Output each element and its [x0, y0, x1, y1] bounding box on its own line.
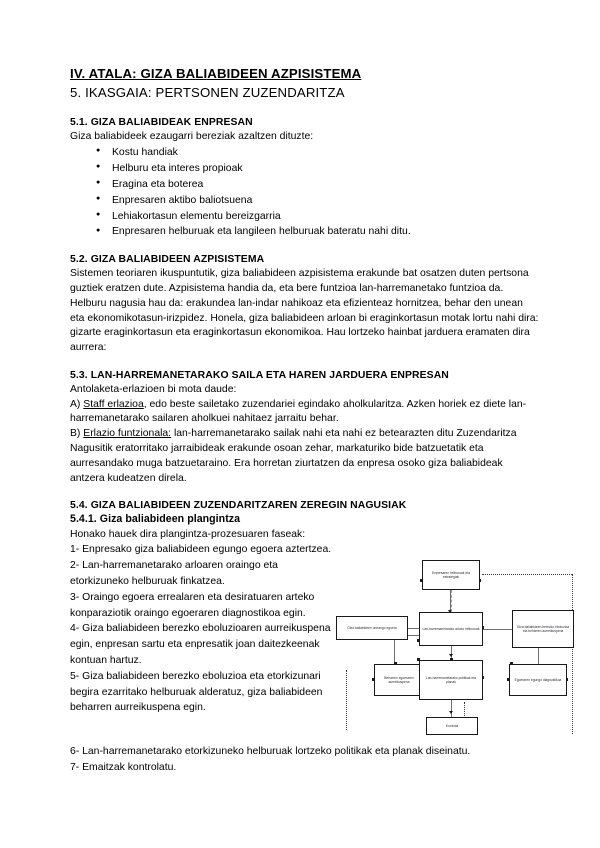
diagram-box-area-objectives: Lan-harremanetarako arloko helburuak — [419, 612, 483, 646]
step-item: 5- Giza baliabideen berezko eboluzioa eta etorkizunari begira ezarritako helburuak alderatuz, giza baliabideen beharren aurreikuspena egin. — [70, 670, 323, 714]
connector-current-center-2 — [408, 635, 419, 636]
list-item: ● Lehiakortasun elementu bereizgarria — [70, 209, 540, 225]
section-54-heading: 5.4. GIZA BALIABIDEEN ZUZENDARITZAREN ZEREGIN NAGUSIAK — [70, 500, 407, 512]
item-a-term: Staff erlazioa — [83, 398, 144, 410]
section-51-intro: Giza baliabideek ezaugarri bereziak azaltzen dituzte: — [70, 131, 314, 143]
arrowhead-down-control — [449, 711, 453, 714]
section-51-heading: 5.1. GIZA BALIABIDEAK ENPRESAN — [70, 117, 253, 129]
section-51-bullet-list — [70, 145, 540, 240]
section-52-heading: 5.2. GIZA BALIABIDEEN AZPISISTEMA — [70, 254, 265, 266]
planning-steps-narrow — [70, 542, 332, 716]
document-title: IV. ATALA: GIZA BALIABIDEEN AZPISISTEMA — [70, 66, 362, 81]
diagram-box-current-state: Giza baliabideen uneango egoera — [336, 616, 408, 640]
connector-needs-diagnosis — [538, 648, 539, 664]
dotted-feedback-vertical-left — [346, 670, 347, 730]
list-item: ● Enpresaren helburuak eta langileen helburuak bateratu nahi ditu. — [70, 224, 540, 240]
dashed-feedback-top — [451, 590, 452, 612]
diagram-box-goals: Enpresaren helburuak eta estrategiak — [422, 560, 480, 590]
list-item: ● Kostu handiak — [70, 145, 540, 161]
connector-current-forecast — [394, 640, 395, 664]
planning-process-diagram — [334, 554, 574, 744]
item-b-text: lan-harremanetarako sailak nahi eta nahi ez betearazten ditu Zuzendaritza Nagusitik eratorritako jarraibideak erakunde osoan zehar, markaturiko bide batzuetatik eta aurresandako muga batzuetaraino. Era horretan ziurtatzen da enpresa osoko giza baliabideak antzera kudeatzen direla. — [70, 428, 517, 484]
arrowhead-down-policy — [449, 654, 453, 657]
document-subtitle: 5. IKASGAIA: PERTSONEN ZUZENDARITZA — [70, 84, 345, 100]
section-53-intro: Antolaketa-erlazioen bi mota daude: — [70, 383, 237, 395]
item-a-prefix: A) — [70, 398, 84, 410]
section-52-paragraph: Sistemen teoriaren ikuspuntutik, giza baliabideen azpisistema erakunde bat osatzen duten pertsona guztiek eratzen dute. Azpisistema handia da, eta bere funtzioa lan-harremanetako funtzioa da. Helburu nagusia hau da: erakundea lan-indar nahikoaz eta efizienteaz hornitzea, behar den unean eta ekonomikotasun-irizpidez. Honela, giza baliabideen arloan bi eraginkortasun motak lortu nahi dira: gizarte eraginkortasun eta eraginkortasun ekonomikoa. Hau lortzeko hainbat jarduera eramaten dira aurrera: — [70, 268, 539, 354]
diagram-box-needs-forecast: Giza baliabideen berezko eboluzioa eta beharren aurreikuspena — [512, 610, 574, 648]
section-541-intro: Honako hauek dira plangintza-prozesuaren faseak: — [70, 528, 306, 540]
dotted-feedback-vertical-right — [572, 574, 573, 734]
planning-steps-wide — [70, 744, 540, 776]
step-item: 2- Lan-harremanetarako arloaren oraingo eta etorkizuneko helburuak finkatzea. — [70, 560, 278, 587]
step-item: 7- Emaitzak kontrolatu. — [70, 762, 177, 774]
diagram-box-policies-plans: Lan-harremanetarako politikak eta planak — [419, 660, 483, 700]
list-item: ● Eragina eta boterea — [70, 177, 540, 193]
connector-policy-control — [451, 700, 452, 717]
diagram-box-forecast: Beharren egoeraren aurreikuspena — [374, 664, 424, 696]
list-item: ● Helburu eta interes propioak — [70, 161, 540, 177]
arrowhead-left-goals — [480, 572, 600, 576]
step-item: 4- Giza baliabideen berezko eboluzioaren aurreikuspena egin, enpresan sartu eta enpresatik joan daitezkeenak kontuan hartuz. — [70, 623, 331, 666]
planning-process-diagram-wrapper — [332, 542, 574, 744]
steps-and-diagram-row — [70, 542, 570, 744]
diagram-box-diagnosis: Egoeraren egungo diagnostikoa — [509, 664, 567, 696]
section-541-subheading: 5.4.1. Giza baliabideen plangintza — [70, 513, 241, 526]
step-item: 6- Lan-harremanetarako etorkizuneko helburuak lortzeko politikak eta planak diseinatu. — [70, 746, 471, 758]
item-b-prefix: B) — [70, 428, 84, 440]
connector-current-center — [408, 628, 419, 629]
section-53-heading: 5.3. LAN-HARREMANETARAKO SAILA ETA HAREN JARDUERA ENPRESAN — [70, 369, 449, 381]
diagram-box-control: Kontrola — [426, 717, 478, 735]
item-a-text: , edo beste sailetako zuzendariei egindako aholkularitza. Azken horiek ez diete lan-harremanetarako sailaren aholkuei nahitaez jarraitu behar. — [70, 398, 527, 425]
section-53-item-a — [70, 398, 540, 428]
list-item: ● Enpresaren aktibo baliotsuena — [70, 193, 540, 209]
section-53-item-b — [70, 427, 540, 486]
item-b-term: Erlazio funtzionala: — [83, 428, 172, 440]
connector-center-needs — [483, 629, 512, 630]
step-item: 1- Enpresako giza baliabideen egungo egoera aztertzea. — [70, 544, 332, 556]
step-item: 3- Oraingo egoera errealaren eta desiratuaren arteko konparaziotik oraingo egoeraren diagnostikoa egin. — [70, 591, 315, 619]
